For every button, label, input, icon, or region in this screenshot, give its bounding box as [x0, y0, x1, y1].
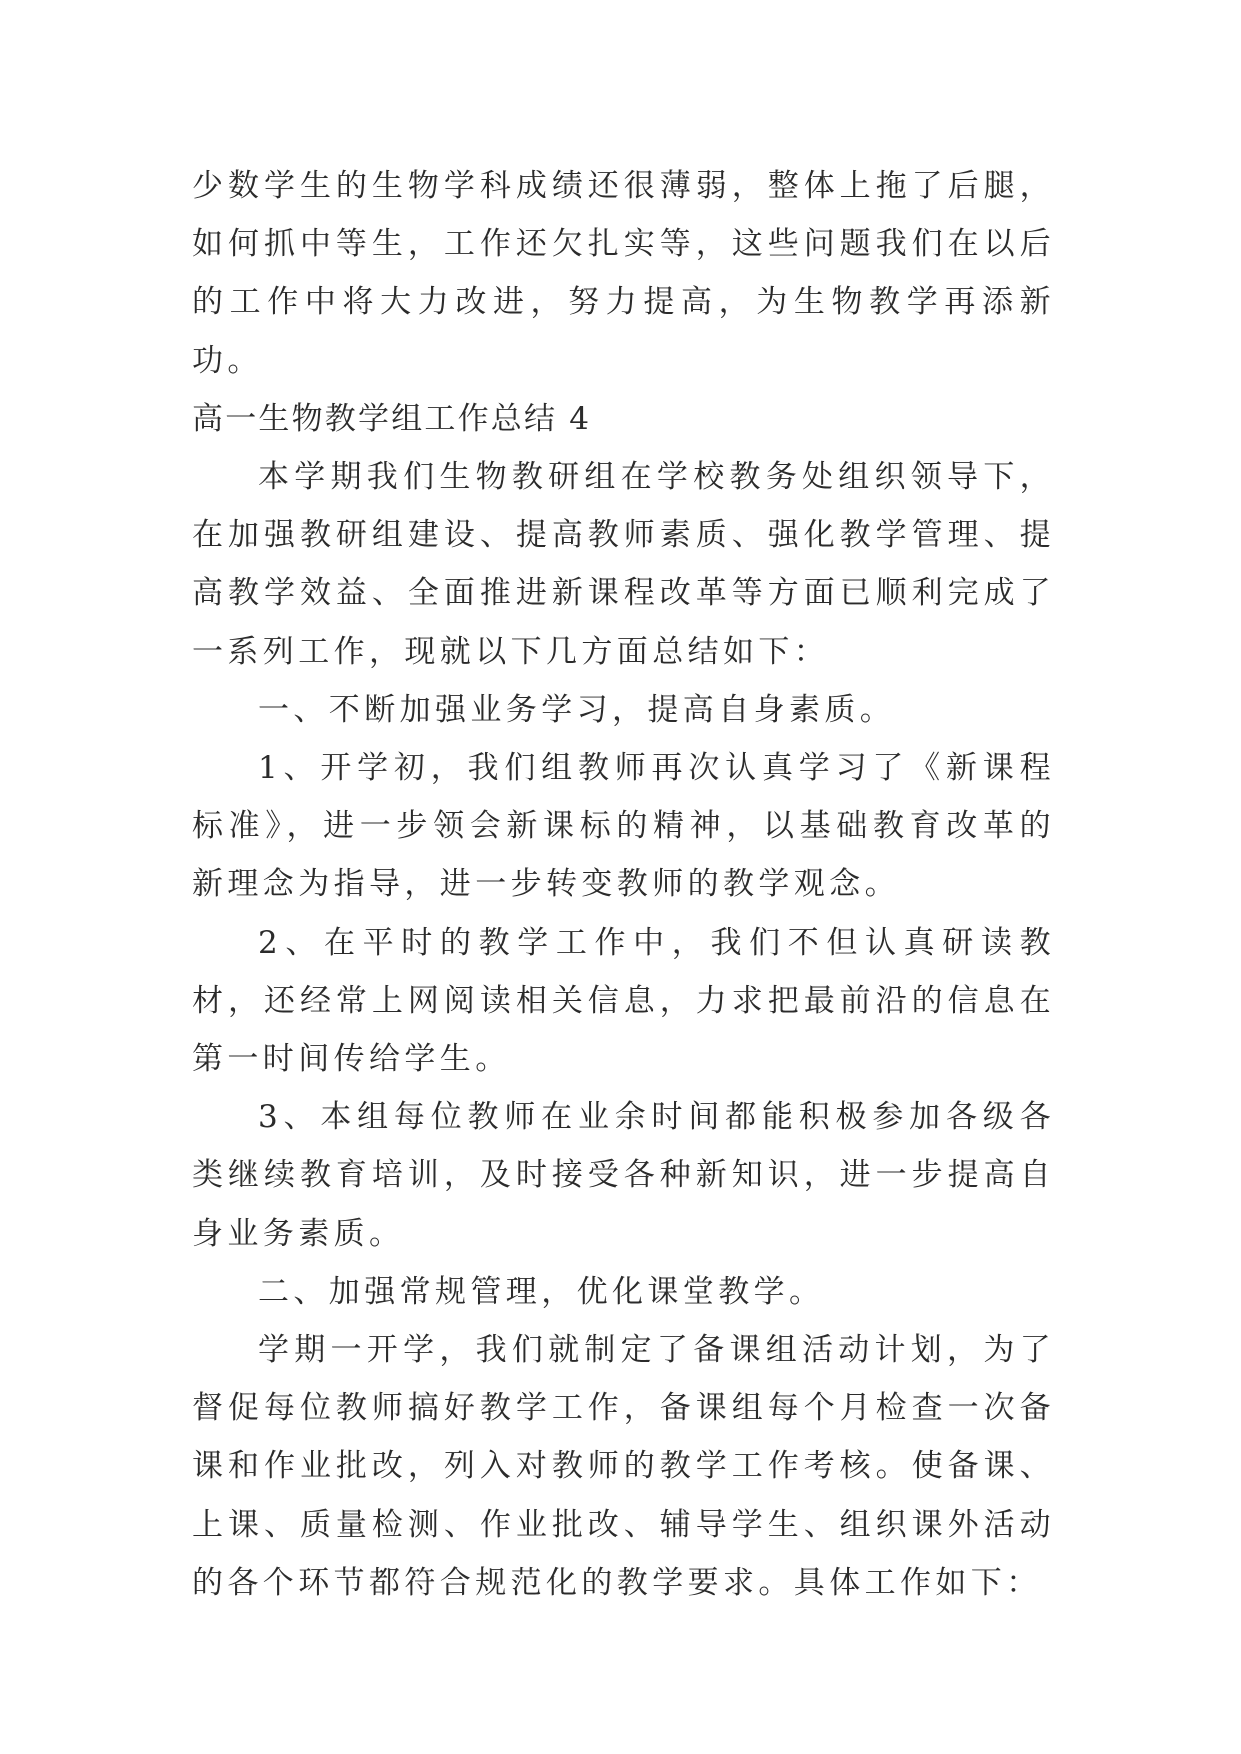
document-body — [192, 157, 1055, 1612]
paragraph-item-1: 1、开学初，我们组教师再次认真学习了《新课程标准》，进一步领会新课标的精神，以基础教育改革的新理念为指导，进一步转变教师的教学观念。 — [192, 750, 1055, 903]
paragraph-item-3: 3、本组每位教师在业余时间都能积极参加各级各类继续教育培训，及时接受各种新知识，进一步提高自身业务素质。 — [192, 1099, 1055, 1252]
paragraph-item-2: 2、在平时的教学工作中，我们不但认真研读教材，还经常上网阅读相关信息，力求把最前沿的信息在第一时间传给学生。 — [192, 924, 1055, 1078]
section-heading: 高一生物教学组工作总结 4 — [192, 400, 592, 437]
paragraph-intro: 本学期我们生物教研组在学校教务处组织领导下，在加强教研组建设、提高教师素质、强化教学管理、提高教学效益、全面推进新课程改革等方面已顺利完成了一系列工作，现就以下几方面总结如下： — [192, 459, 1055, 670]
subheading-two: 二、加强常规管理，优化课堂教学。 — [258, 1273, 825, 1310]
subheading-one: 一、不断加强业务学习，提高自身素质。 — [258, 691, 896, 728]
paragraph-continuation: 少数学生的生物学科成绩还很薄弱，整体上拖了后腿，如何抓中等生，工作还欠扎实等，这些问题我们在以后的工作中将大力改进，努力提高，为生物教学再添新功。 — [192, 168, 1055, 379]
paragraph-routine: 学期一开学，我们就制定了备课组活动计划，为了督促每位教师搞好教学工作，备课组每个月检查一次备课和作业批改，列入对教师的教学工作考核。使备课、上课、质量检测、作业批改、辅导学生、组织课外活动的各个环节都符合规范化的教学要求。具体工作如下： — [192, 1332, 1055, 1601]
